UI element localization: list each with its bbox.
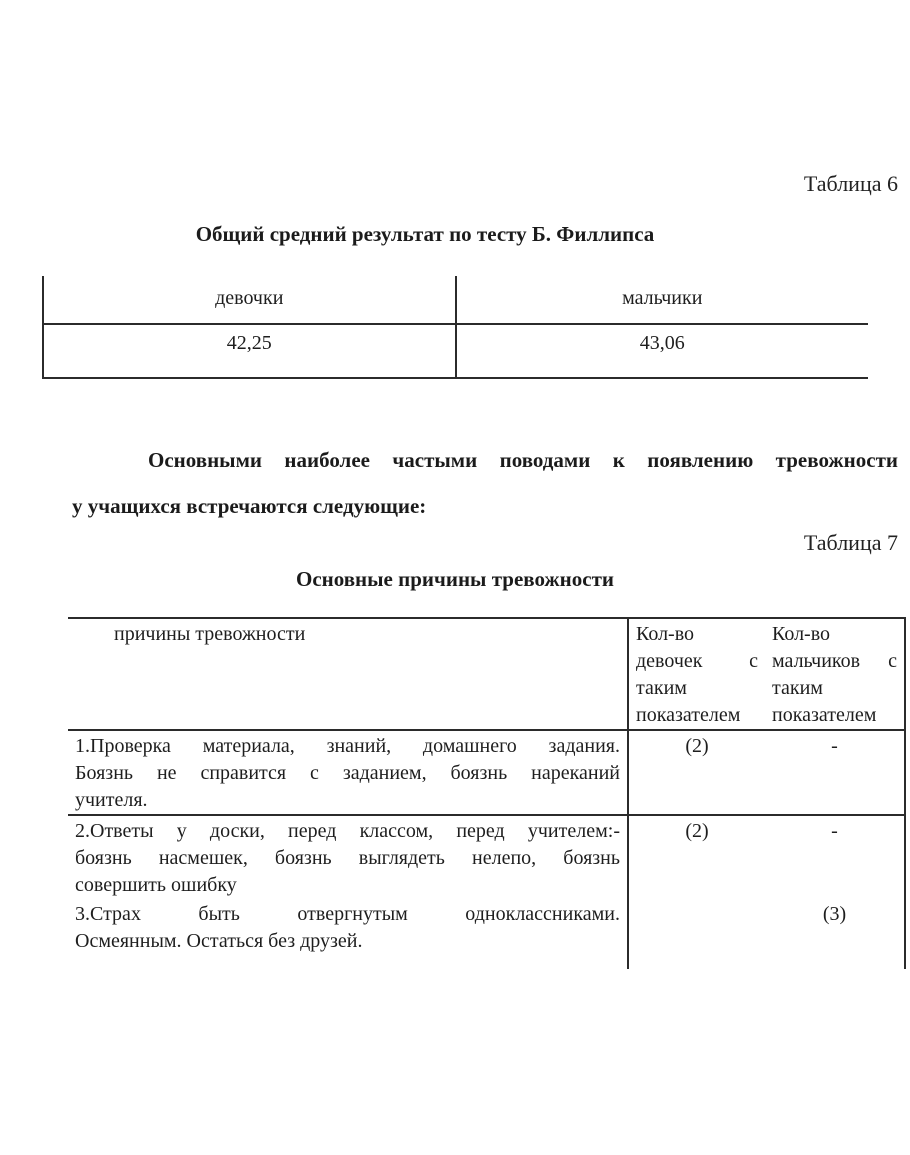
table7-header-boys-count: Кол-во мальчиков с таким показателем (765, 618, 905, 730)
boys-count-3: (3) (765, 899, 905, 969)
table7-row-3 (68, 899, 905, 969)
table6-title: Общий средний результат по тесту Б. Филлипса (195, 222, 655, 246)
intro-paragraph-line1: Основными наиболее частыми поводами к появлению тревожности (148, 448, 898, 472)
intro-paragraph-line2: у учащихся встречаются следующие: (72, 494, 427, 518)
cause-1-line: учителя. (75, 789, 148, 811)
average-results-table (42, 276, 868, 379)
table6-value-boys: 43,06 (456, 324, 869, 378)
table7-title: Основные причины тревожности (295, 567, 614, 591)
table6-value-girls: 42,25 (43, 324, 456, 378)
table6-header-row (43, 276, 868, 324)
table7-header-girls-count: Кол-во девочек с таким показателем (628, 618, 765, 730)
table6-header-boys: мальчики (456, 276, 869, 324)
cause-cell-2 (68, 815, 628, 899)
table6-header-girls: девочки (43, 276, 456, 324)
cause-3-line: Осмеянным. Остаться без друзей. (75, 930, 363, 952)
girls-count-1: (2) (628, 730, 765, 815)
table7-header-causes: причины тревожности (68, 618, 628, 730)
table7-label: Таблица 7 (803, 530, 898, 555)
cause-3-line: 3.Страх быть отвергнутым одноклассниками. (75, 903, 620, 925)
cause-cell-1 (68, 730, 628, 815)
cause-2-line: боязнь насмешек, боязнь выглядеть нелепо, боязнь (75, 847, 620, 869)
cause-2-line: совершить ошибку (75, 874, 237, 896)
girls-count-3 (628, 899, 765, 969)
cause-1-line: Боязнь не справится с заданием, боязнь нареканий (75, 762, 620, 784)
table6-value-row (43, 324, 868, 378)
anxiety-causes-table (68, 617, 906, 969)
table7-row-2 (68, 815, 905, 899)
boys-count-1: - (765, 730, 905, 815)
girls-count-2: (2) (685, 820, 709, 842)
cause-2-line: 2.Ответы у доски, перед классом, перед учителем:- (75, 820, 620, 842)
table7-header-row (68, 618, 905, 730)
table7-row-1 (68, 730, 905, 815)
intro-paragraph (72, 437, 898, 529)
table6-label: Таблица 6 (803, 171, 898, 196)
cause-1-line: 1.Проверка материала, знаний, домашнего задания. (75, 735, 620, 757)
boys-count-2: - (765, 815, 905, 899)
cause-cell-3 (68, 899, 628, 969)
